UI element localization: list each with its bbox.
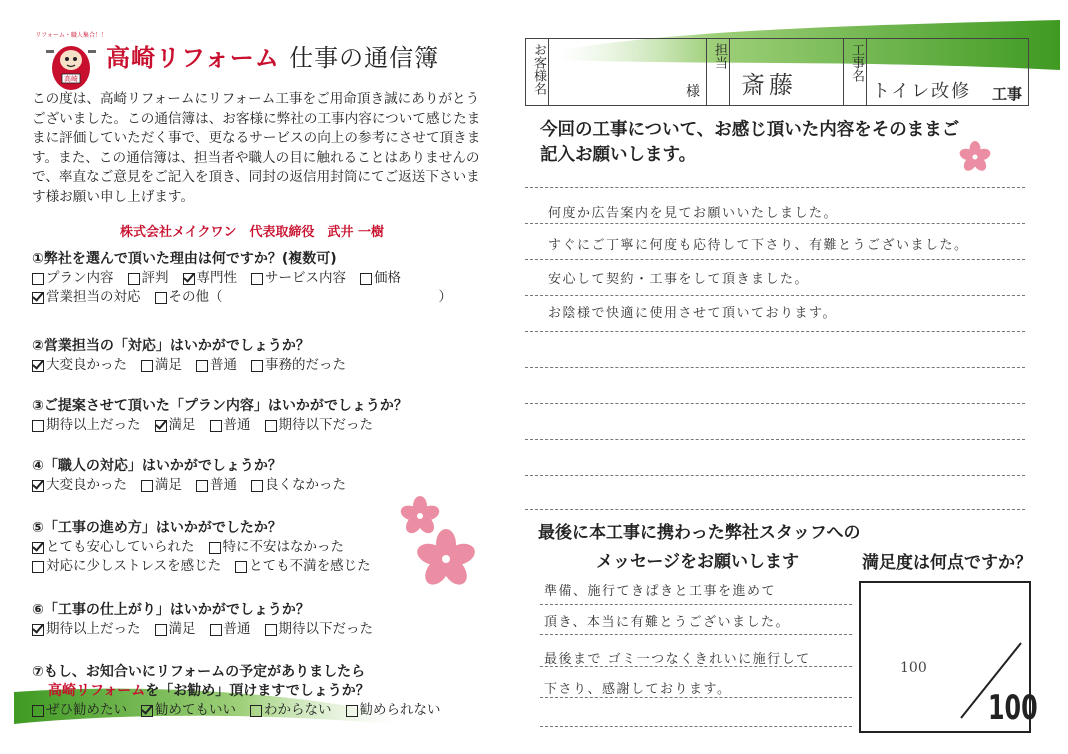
order-header-table [525,38,1029,106]
work-name: トイレ改修 [872,81,972,102]
option-checkbox[interactable] [183,269,238,288]
option-checkbox[interactable] [196,356,237,375]
ruled-line [525,331,1025,332]
ruled-line [525,509,1025,510]
option-checkbox[interactable] [155,288,453,307]
empty-box-icon[interactable] [32,705,44,717]
option-label: 特に不安はなかった [222,539,344,555]
option-checkbox[interactable] [141,476,182,495]
option-checkbox[interactable] [265,620,374,639]
title-text: 仕事の通信簿 [289,44,440,72]
option-checkbox[interactable] [360,269,401,288]
empty-box-icon[interactable] [32,273,44,285]
intro-line: まに評価していただく事で、更なるサービスの向上の参考にさせて頂きま [32,130,481,146]
question-3 [32,397,522,435]
option-checkbox[interactable] [155,416,196,435]
option-label: 満足 [168,621,196,637]
ruled-line [525,367,1025,368]
empty-box-icon[interactable] [210,624,222,636]
handwritten-comment-line: 安心して契約・工事をして頂きました。 [548,272,810,287]
option-checkbox[interactable] [141,701,236,720]
ruled-line [525,475,1025,476]
title-brand: 高崎リフォーム [106,44,280,72]
customer-label: お客様名 [531,43,546,95]
page-title [106,38,439,73]
option-label: 期待以上だった [46,621,141,637]
option-label: その他（ ） [168,289,452,305]
ruled-line [540,726,852,727]
ruled-line [540,634,852,635]
option-checkbox[interactable] [196,476,237,495]
option-label: とても不満を感じた [249,558,371,574]
checked-box-icon[interactable] [32,624,44,636]
option-label: 勧めてもいい [155,702,236,718]
option-checkbox[interactable] [155,620,196,639]
option-label: 大変良かった [46,357,127,373]
option-label: 満足 [155,477,182,493]
company-signature: 株式会社メイクワン 代表取締役 武井 一樹 [120,225,385,240]
question-brand: 高崎リフォーム [48,683,146,699]
intro-line: この度は、高崎リフォームにリフォーム工事をご用命頂き誠にありがとう [32,91,480,107]
question-title: ①弊社を選んで頂いた理由は何ですか？(複数可) [32,251,337,267]
option-label: 満足 [155,357,182,373]
handwritten-message-line: 頂き、本当に有難とうございました。 [544,615,790,630]
option-label: 勧められない [359,702,441,718]
question-title-rest: を「お勧め」頂けますでしょうか？ [145,683,370,699]
question-options [32,476,522,495]
option-checkbox[interactable] [32,288,141,307]
option-label: 満足 [168,417,196,433]
option-checkbox[interactable] [32,620,141,639]
option-checkbox[interactable] [209,538,345,557]
option-label: プラン内容 [46,270,114,286]
empty-box-icon[interactable] [360,273,372,285]
ruled-line [525,187,1025,188]
intro-paragraph [32,90,522,207]
checked-box-icon[interactable] [32,360,44,372]
empty-box-icon[interactable] [32,420,44,432]
intro-line: で、率直なご意見をご記入を頂き、同封の返信用封筒にてご返送下さいま [32,169,480,185]
ruled-line [525,439,1025,440]
option-checkbox[interactable] [265,416,374,435]
option-label: 普通 [210,477,237,493]
option-checkbox[interactable] [210,620,251,639]
question-title: ②営業担当の「対応」はいかがでしょうか？ [32,338,310,354]
empty-box-icon[interactable] [235,561,247,573]
option-label: 期待以下だった [278,621,373,637]
empty-box-icon[interactable] [251,480,263,492]
option-label: 専門性 [196,270,237,286]
option-label: 対応に少しストレスを感じた [46,558,222,574]
empty-box-icon[interactable] [141,480,153,492]
empty-box-icon[interactable] [196,360,208,372]
option-checkbox[interactable] [235,557,371,576]
handwritten-comment-line: お陰様で快適に使用させて頂いております。 [548,306,837,321]
ruled-line [525,403,1025,404]
question-title: ④「職人の対応」はいかがでしょうか？ [32,458,282,474]
empty-box-icon[interactable] [251,360,263,372]
option-label: ぜひ勧めたい [46,702,127,718]
work-suffix: 工事 [991,85,1022,103]
work-cell [844,39,1028,105]
checked-box-icon[interactable] [32,542,44,554]
option-label: 期待以下だった [278,417,373,433]
question-title-line2 [32,682,522,701]
handwritten-message-line: 最後まで ゴミ一つなくきれいに施行して [544,652,811,667]
question-1 [32,250,522,307]
option-checkbox[interactable] [32,416,141,435]
checked-box-icon[interactable] [155,420,167,432]
question-title: ⑥「工事の仕上がり」はいかがでしょうか？ [32,602,310,618]
handwritten-message-line: 準備、施行てきぱきと工事を進めて [544,584,777,599]
comment-section-heading [540,118,1010,168]
intro-line: ございました。この通信簿は、お客様に弊社の工事内容について感じたま [32,110,481,127]
message-heading-line2: メッセージをお願いします [596,552,799,572]
option-checkbox[interactable] [32,538,195,557]
handwritten-comment-line: 何度か広告案内を見てお願いいたしました。 [548,206,839,221]
staff-cell [707,39,844,105]
cherry-blossom-large-icon [414,527,478,591]
ruled-line [540,697,852,698]
option-checkbox[interactable] [32,557,221,576]
empty-box-icon[interactable] [155,624,167,636]
logo-badge: 高崎 [64,75,78,83]
empty-box-icon[interactable] [251,273,263,285]
ruled-line [540,604,852,605]
option-checkbox[interactable] [32,701,127,720]
empty-box-icon[interactable] [209,542,221,554]
staff-name: 斎藤 [741,71,797,99]
option-checkbox[interactable] [346,701,441,720]
question-2 [32,337,522,375]
comment-heading-line: 記入お願いします。 [540,145,697,165]
question-4 [32,457,522,495]
option-checkbox[interactable] [32,269,114,288]
question-options [32,356,522,375]
logo-tagline: リフォーム・職人集合！！ [35,32,107,39]
checked-box-icon[interactable] [183,273,195,285]
option-checkbox[interactable] [210,416,251,435]
question-7 [32,663,522,720]
satisfaction-label: 満足度は何点ですか？ [862,553,1032,573]
empty-box-icon[interactable] [210,420,222,432]
option-label: 価格 [374,270,401,286]
option-label: 大変良かった [46,477,127,493]
empty-box-icon[interactable] [250,705,262,717]
option-label: 期待以上だった [46,417,141,433]
handwritten-message-line: 下さり、感謝しております。 [544,682,732,697]
checked-box-icon[interactable] [32,480,44,492]
option-label: 普通 [223,621,251,637]
satisfaction-score-handwritten: 100 [900,660,927,676]
option-label: 事務的だった [265,357,346,373]
option-checkbox[interactable] [32,476,127,495]
work-label: 工事名 [849,43,864,82]
empty-box-icon[interactable] [265,420,277,432]
empty-box-icon[interactable] [141,360,153,372]
question-title: ⑤「工事の進め方」はいかがでしたか？ [32,520,282,536]
customer-cell [526,39,707,105]
intro-line: す様お願い申し上げます。 [32,188,195,205]
ruled-line [525,259,1025,260]
empty-box-icon[interactable] [265,624,277,636]
question-options [32,269,522,307]
daruma-mascot-icon [35,30,107,94]
option-checkbox[interactable] [251,356,346,375]
option-checkbox[interactable] [250,701,332,720]
satisfaction-score-max: 100 [988,688,1038,728]
company-logo [35,30,107,94]
question-6 [32,601,522,639]
option-label: 営業担当の対応 [46,289,141,305]
option-checkbox[interactable] [32,356,127,375]
question-options [32,416,522,435]
option-checkbox[interactable] [251,269,346,288]
option-label: 普通 [223,417,251,433]
staff-label: 担当 [712,43,727,69]
empty-box-icon[interactable] [196,480,208,492]
checked-box-icon[interactable] [32,292,44,304]
empty-box-icon[interactable] [155,292,167,304]
comment-heading-line: 今回の工事について、お感じ頂いた内容をそのままご [540,120,960,140]
handwritten-comment-line: すぐにご丁寧に何度も応待して下さり、有難とうございました。 [548,238,969,253]
option-label: サービス内容 [265,270,346,286]
option-label: 良くなかった [265,477,346,493]
question-title: ⑦もし、お知合いにリフォームの予定がありましたら [32,664,366,680]
option-checkbox[interactable] [128,269,169,288]
empty-box-icon[interactable] [346,705,358,717]
option-label: 評判 [141,270,169,286]
option-checkbox[interactable] [141,356,182,375]
option-label: わからない [264,702,332,718]
empty-box-icon[interactable] [32,561,44,573]
customer-suffix: 様 [686,84,700,100]
ruled-line [525,295,1025,296]
question-title: ③ご提案させて頂いた「プラン内容」はいかがでしょうか？ [32,398,408,414]
intro-line: す。また、この通信簿は、担当者や職人の目に触れることはありませんの [32,149,480,166]
empty-box-icon[interactable] [128,273,140,285]
question-options [32,620,522,639]
question-options [32,701,522,720]
ruled-line [525,223,1025,224]
option-label: とても安心していられた [46,539,195,555]
option-checkbox[interactable] [251,476,346,495]
option-label: 普通 [210,357,237,373]
message-heading-line1: 最後に本工事に携わった弊社スタッフへの [538,523,861,543]
checked-box-icon[interactable] [141,705,153,717]
